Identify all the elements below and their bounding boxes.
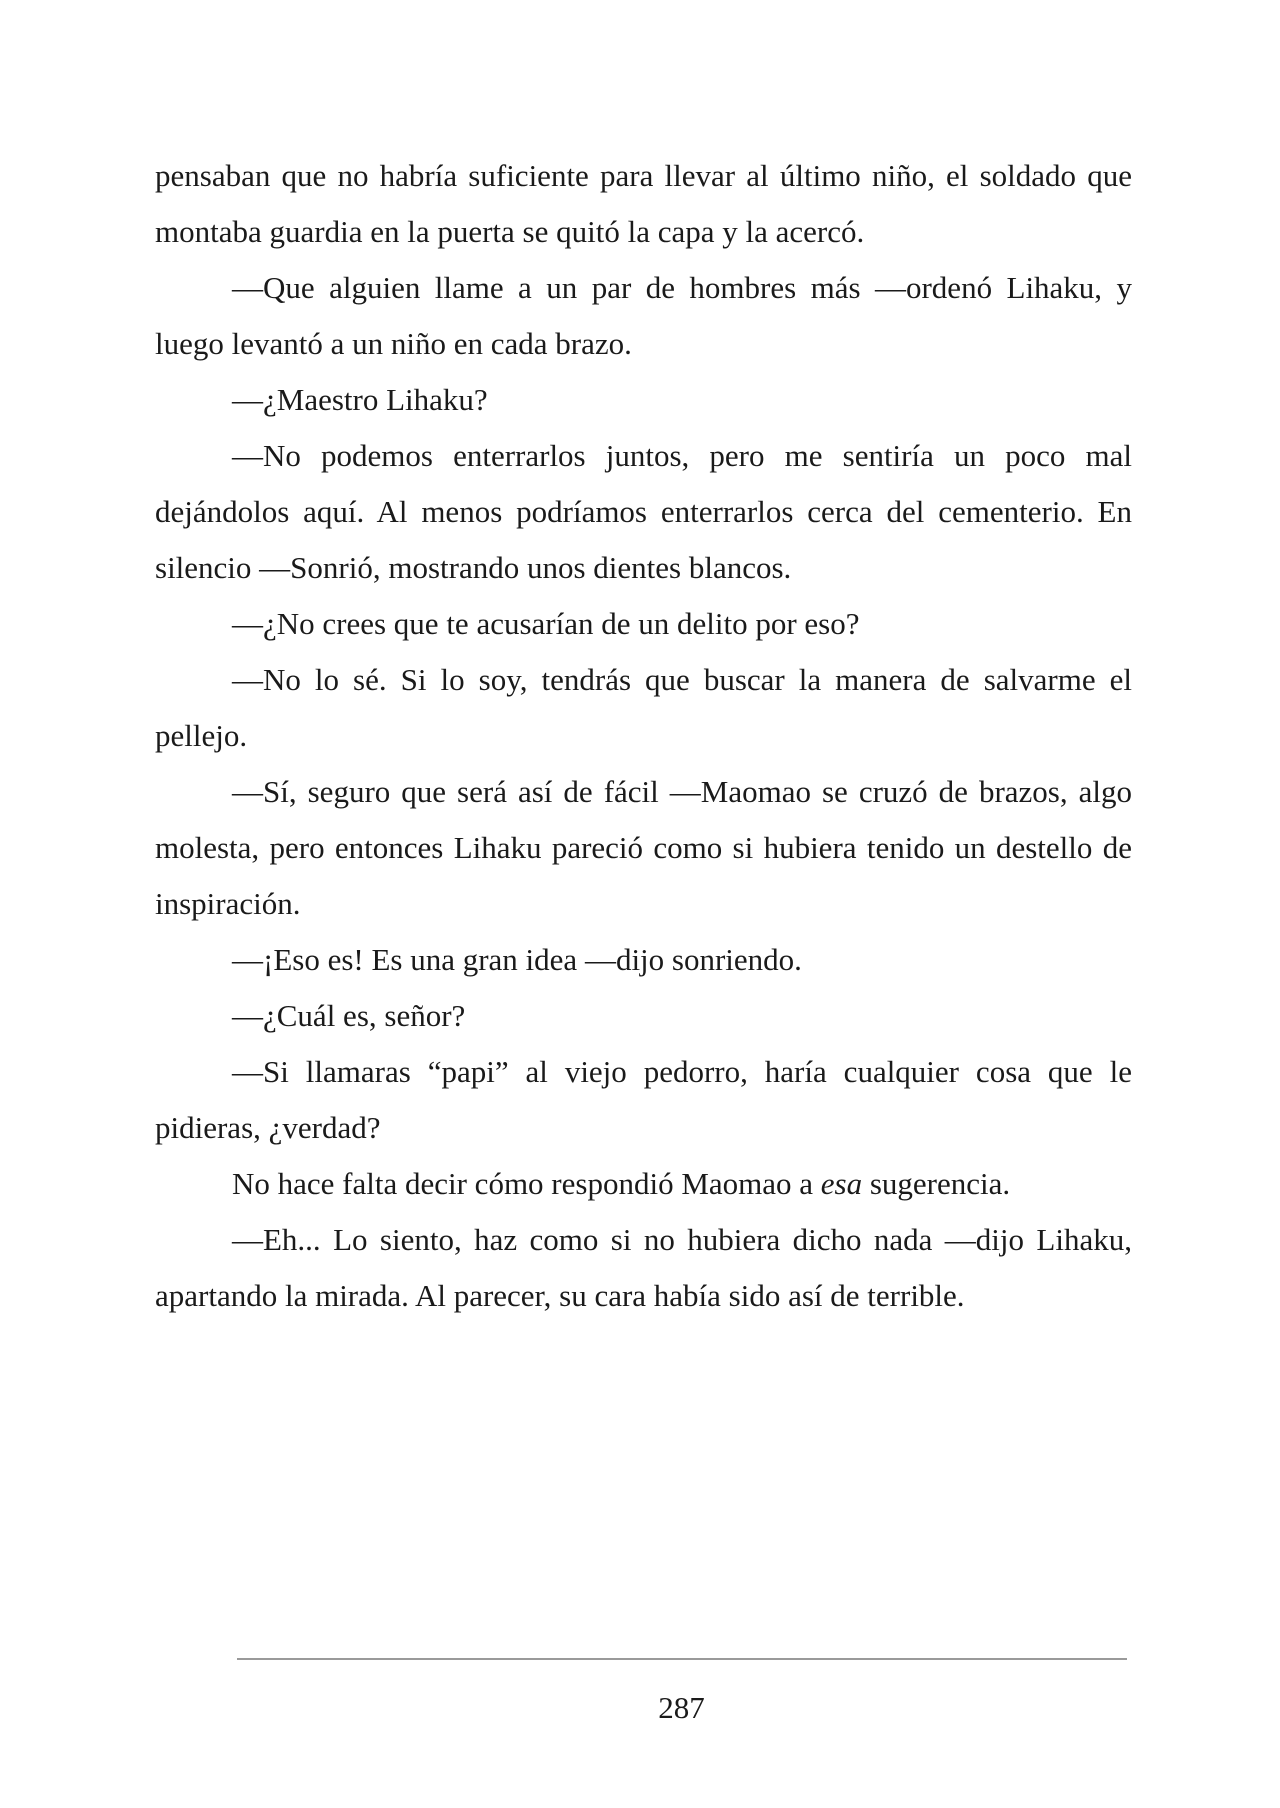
paragraph-narration (155, 1156, 1132, 1212)
paragraph-dialogue: —No podemos enterrarlos juntos, pero me sentiría un poco mal dejándolos aquí. Al menos podríamos enterrarlos cerca del cementerio. En silencio —Sonrió, mostrando unos dientes blancos. (155, 438, 1132, 585)
emphasized-word: esa (820, 1166, 863, 1201)
narration-text-before: No hace falta decir cómo respondió Maomao a (232, 1166, 821, 1201)
footer-divider (237, 1658, 1127, 1660)
paragraph-dialogue: —¿No crees que te acusarían de un delito por eso? (232, 606, 860, 641)
page-number: 287 (658, 1690, 705, 1725)
paragraph-dialogue: —¡Eso es! Es una gran idea —dijo sonriendo. (232, 942, 802, 977)
paragraph-dialogue: —Que alguien llame a un par de hombres más —ordenó Lihaku, y luego levantó a un niño en cada brazo. (155, 270, 1132, 361)
paragraph-dialogue: —Si llamaras “papi” al viejo pedorro, haría cualquier cosa que le pidieras, ¿verdad? (155, 1054, 1132, 1145)
page-body-text (155, 148, 1132, 1324)
narration-text-after: sugerencia. (862, 1166, 1011, 1201)
paragraph-dialogue: —No lo sé. Si lo soy, tendrás que buscar la manera de salvarme el pellejo. (155, 662, 1132, 753)
paragraph-dialogue: —Sí, seguro que será así de fácil —Maomao se cruzó de brazos, algo molesta, pero entonces Lihaku pareció como si hubiera tenido un destello de inspiración. (155, 774, 1132, 921)
paragraph-dialogue: —Eh... Lo siento, haz como si no hubiera dicho nada —dijo Lihaku, apartando la mirada. Al parecer, su cara había sido así de terrible. (155, 1222, 1132, 1313)
paragraph-continuation: pensaban que no habría suficiente para llevar al último niño, el soldado que montaba guardia en la puerta se quitó la capa y la acercó. (155, 158, 1132, 249)
paragraph-dialogue: —¿Cuál es, señor? (232, 998, 466, 1033)
paragraph-dialogue: —¿Maestro Lihaku? (232, 382, 488, 417)
